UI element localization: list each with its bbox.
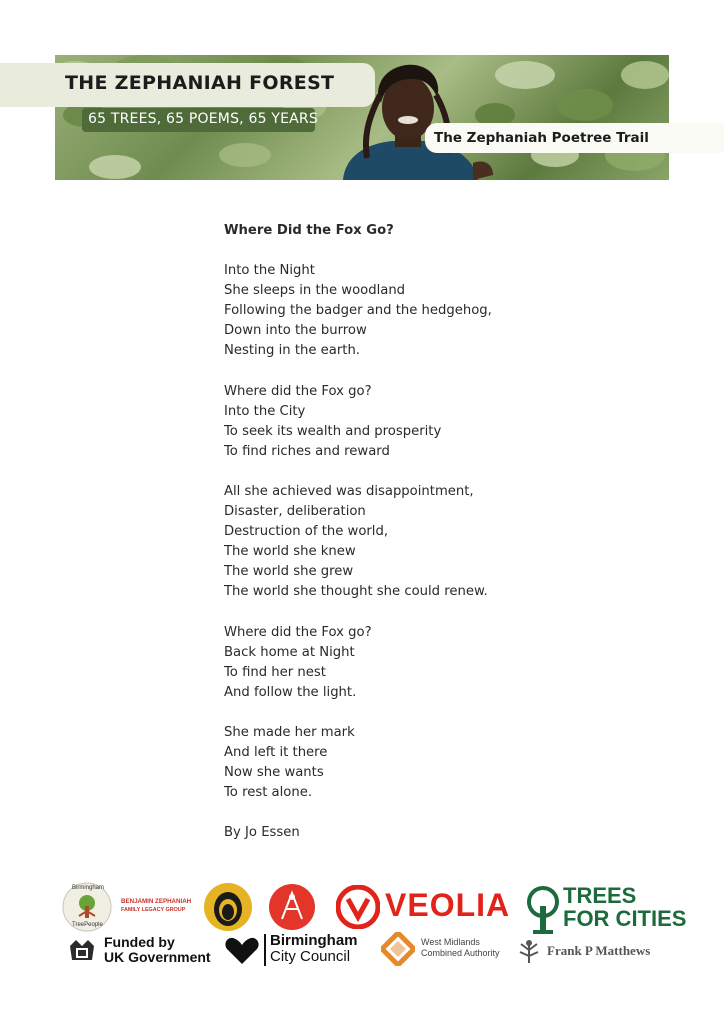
poem-line: And follow the light. <box>224 684 357 700</box>
poem-line: To find riches and reward <box>224 443 390 459</box>
portrait-icon <box>203 882 253 932</box>
trees-line1: TREES <box>563 883 637 908</box>
banner-subtitle: 65 TREES, 65 POEMS, 65 YEARS <box>88 111 318 127</box>
treepeople-top-text: Birmingham <box>72 885 105 891</box>
stanza <box>224 723 644 803</box>
tree-icon <box>525 886 561 936</box>
royal-crest-icon <box>66 936 98 966</box>
poem-line: Destruction of the world, <box>224 524 389 540</box>
uk-gov-line2: UK Government <box>104 949 211 965</box>
poem-line: She sleeps in the woodland <box>224 283 406 299</box>
banner-title: THE ZEPHANIAH FOREST <box>65 72 335 94</box>
poem-line: To seek its wealth and prosperity <box>224 423 442 439</box>
treepeople-bottom-text: TreePeople <box>72 922 103 928</box>
trail-title: The Zephaniah Poetree Trail <box>434 130 649 146</box>
poem-line: All she achieved was disappointment, <box>224 483 474 499</box>
poem-line: Following the badger and the hedgehog, <box>224 303 492 319</box>
poem <box>224 221 644 843</box>
poem-line: To rest alone. <box>224 785 313 801</box>
poem-line: Into the City <box>224 403 306 419</box>
tree-branch-icon <box>516 938 542 964</box>
poem-line: Back home at Night <box>224 644 355 660</box>
council-line2: City Council <box>270 948 351 965</box>
birmingham-treepeople-logo <box>62 882 112 932</box>
frank-p-wordmark: Frank P Matthews <box>547 943 651 958</box>
poem-line: Where did the Fox go? <box>224 383 372 399</box>
figures-icon <box>268 883 316 931</box>
poem-byline: By Jo Essen <box>224 825 300 841</box>
stanza <box>224 482 644 603</box>
bz-family-line2: FAMILY LEGACY GROUP <box>121 907 186 913</box>
uk-government-logo <box>66 936 216 970</box>
veolia-wordmark: VEOLIA <box>385 887 511 923</box>
frank-p-matthews-logo <box>516 938 666 964</box>
wmca-logo <box>381 932 511 968</box>
zephaniah-portrait-logo <box>203 882 253 936</box>
council-divider <box>264 934 266 966</box>
council-line1: Birmingham <box>270 932 358 949</box>
sponsor-logos <box>0 870 724 980</box>
trees-for-cities-logo <box>525 883 687 936</box>
wmca-line1: West Midlands <box>421 937 480 947</box>
poem-line: Down into the burrow <box>224 323 367 339</box>
stanza <box>224 382 644 462</box>
poem-line: Disaster, deliberation <box>224 504 366 520</box>
uk-gov-line1: Funded by <box>104 934 175 950</box>
poem-title: Where Did the Fox Go? <box>224 223 394 238</box>
poem-line: She made her mark <box>224 724 355 740</box>
birmingham-city-council-logo <box>224 934 364 970</box>
poem-line: Now she wants <box>224 765 324 781</box>
poem-line: Nesting in the earth. <box>224 343 360 359</box>
stanza <box>224 623 644 703</box>
veolia-icon <box>336 885 380 929</box>
poem-line: And left it there <box>224 744 328 760</box>
wmca-line2: Combined Authority <box>421 948 500 958</box>
heart-icon <box>224 936 260 966</box>
trees-line2: FOR CITIES <box>563 906 687 931</box>
poem-line: Where did the Fox go? <box>224 624 372 640</box>
stanza <box>224 261 644 361</box>
poem-line: The world she thought she could renew. <box>224 584 488 600</box>
bz-family-line1: BENJAMIN ZEPHANIAH <box>121 898 192 905</box>
poem-line: The world she knew <box>224 544 356 560</box>
poem-line: The world she grew <box>224 564 354 580</box>
poem-line: Into the Night <box>224 263 315 279</box>
red-circle-logo <box>268 883 316 935</box>
veolia-logo <box>336 885 512 929</box>
bz-family-legacy-logo <box>121 898 201 913</box>
poem-line: To find her nest <box>224 664 326 680</box>
wmca-icon <box>381 932 415 966</box>
